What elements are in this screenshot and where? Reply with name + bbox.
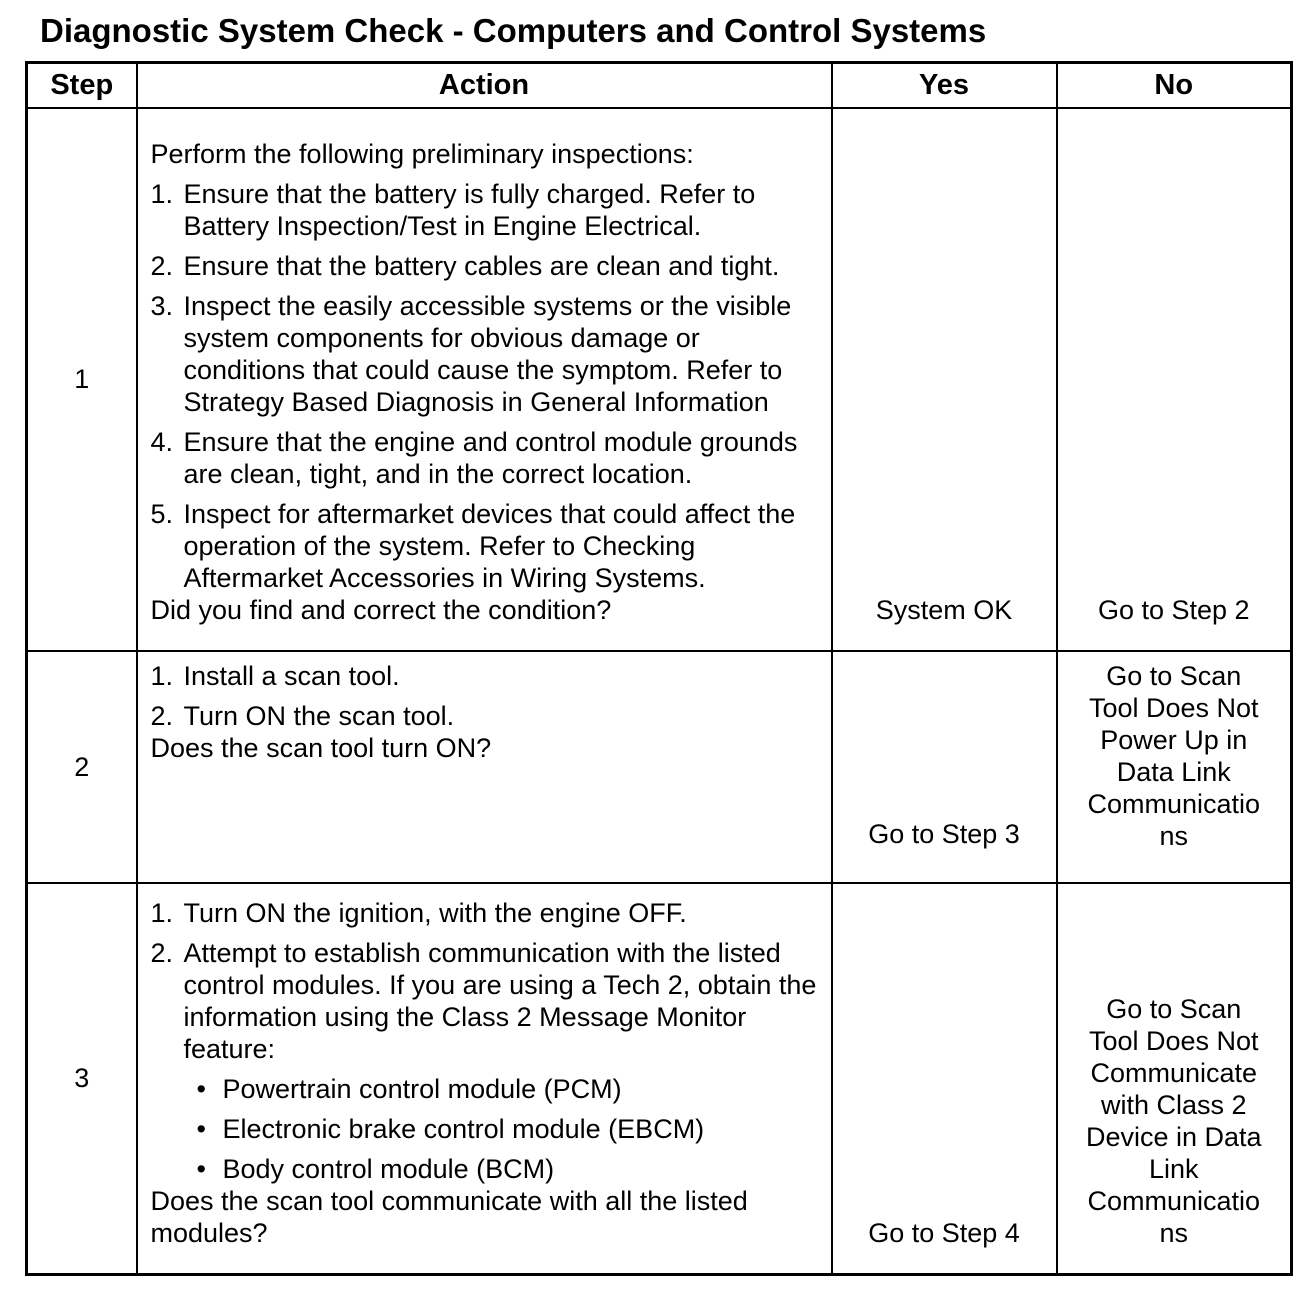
bullet-item (197, 1073, 818, 1105)
item-text: Inspect the easily accessible systems or the visible system components for obvious damage or conditions that could cause the symptom. Refer to Strategy Based Diagnosis in General Information (183, 290, 792, 417)
no-cell (1057, 651, 1292, 883)
item-text: Ensure that the battery is fully charged. Refer to Battery Inspection/Test in Engine Electrical. (183, 178, 756, 241)
bullet-item (197, 1153, 818, 1185)
header-cell-action: Action (137, 63, 832, 108)
no-value: Go to Scan Tool Does Not Power Up in Data Link Communications (1087, 660, 1261, 851)
item-number: 1. (150, 178, 174, 209)
action-question: Does the scan tool turn ON? (150, 732, 492, 763)
no-value: Go to Scan Tool Does Not Communicate with Class 2 Device in Data Link Communications (1085, 994, 1262, 1248)
item-number: 2. (150, 700, 174, 731)
numbered-item (151, 937, 818, 1065)
action-question: Does the scan tool communicate with all the listed modules? (150, 1186, 748, 1248)
item-number: 4. (150, 426, 174, 457)
numbered-item (151, 290, 818, 418)
page-title: Diagnostic System Check - Computers and Control Systems (40, 12, 987, 49)
table-header-row (27, 63, 1292, 108)
bullet-icon: • (196, 1154, 206, 1184)
bullet-icon: • (196, 1074, 206, 1104)
step-cell: 1 (27, 108, 137, 651)
header-cell-step: Step (27, 63, 137, 108)
yes-value: Go to Step 3 (868, 818, 1020, 849)
numbered-item (151, 660, 818, 692)
bullet-icon: • (196, 1114, 206, 1144)
yes-value: System OK (875, 594, 1013, 625)
diagnostic-table (25, 61, 1293, 1276)
item-text: Turn ON the scan tool. (183, 700, 455, 731)
item-number: 5. (150, 498, 174, 529)
action-cell (137, 883, 832, 1275)
item-text: Ensure that the battery cables are clean and tight. (183, 250, 780, 281)
item-number: 1. (150, 898, 174, 928)
yes-cell (832, 883, 1057, 1275)
header-cell-no: No (1057, 63, 1292, 108)
table-row (27, 883, 1292, 1275)
action-intro: Perform the following preliminary inspections: (150, 138, 694, 169)
item-number: 1. (150, 660, 174, 691)
numbered-item (151, 897, 818, 929)
no-cell (1057, 108, 1292, 651)
item-number: 2. (150, 938, 174, 968)
item-text: Turn ON the ignition, with the engine OFF. (183, 898, 687, 928)
item-number: 2. (150, 250, 174, 281)
yes-cell (832, 651, 1057, 883)
action-cell (137, 651, 832, 883)
numbered-item (151, 700, 818, 732)
bullet-text: Powertrain control module (PCM) (222, 1074, 622, 1104)
yes-cell (832, 108, 1057, 651)
item-text: Install a scan tool. (183, 660, 400, 691)
numbered-item (151, 250, 818, 282)
bullet-text: Electronic brake control module (EBCM) (222, 1114, 705, 1144)
no-value: Go to Step 2 (1097, 594, 1250, 625)
numbered-item (151, 426, 818, 490)
step-cell: 3 (27, 883, 137, 1275)
header-cell-yes: Yes (832, 63, 1057, 108)
item-number: 3. (150, 290, 174, 321)
step-cell: 2 (27, 651, 137, 883)
yes-value: Go to Step 4 (868, 1218, 1020, 1248)
numbered-item (151, 178, 818, 242)
item-text: Attempt to establish communication with the listed control modules. If you are using a Tech 2, obtain the information using the Class 2 Message Monitor feature: (183, 938, 817, 1064)
bullet-item (197, 1113, 818, 1145)
item-text: Inspect for aftermarket devices that could affect the operation of the system. Refer to Checking Aftermarket Accessories in Wiring Systems. (183, 498, 796, 593)
numbered-item (151, 498, 818, 594)
item-text: Ensure that the engine and control module grounds are clean, tight, and in the correct location. (183, 426, 798, 489)
action-question: Did you find and correct the condition? (150, 594, 612, 625)
action-cell (137, 108, 832, 651)
bullet-text: Body control module (BCM) (222, 1154, 555, 1184)
no-cell (1057, 883, 1292, 1275)
table-row (27, 108, 1292, 651)
table-row (27, 651, 1292, 883)
